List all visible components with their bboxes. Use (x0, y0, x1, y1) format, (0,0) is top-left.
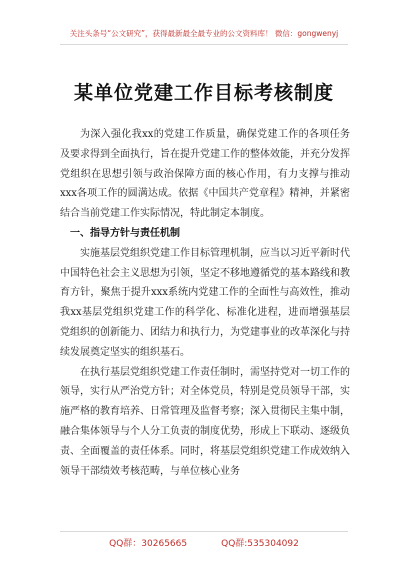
document-body (60, 125, 350, 481)
body-paragraph: 实施基层党组织党建工作目标管理机制，应当以习近平新时代中国特色社会主义思想为引领，坚定不移地遵循党的基本路线和教育方针，聚焦于提升xxx系统内党建工作的全面性与高效性，推动我xx基层党组织党建工作的科学化、标准化进程，进而增强基层党组织的创新能力、团结力和执行力，为党建事业的改革深化与持续发展奠定坚实的组织基石。 (60, 247, 350, 358)
header-notice: 关注头条号“公文研究”，获得最新最全最专业的公文资料库！ 微信：gongwenyj (69, 29, 339, 38)
body-paragraph: 在执行基层党组织党建工作责任制时，需坚持党对一切工作的领导，实行从严治党方针；对全体党员，特别是党员领导干部，实施严格的教育培养、日常管理及监督考察；深入贯彻民主集中制，融合集体领导与个人分工负责的制度优势，形成上下联动、逐级负责、全面覆盖的责任体系。同时，将基层党组织党建工作成效纳入领导干部绩效考核范畴，与单位核心业务 (60, 366, 350, 477)
qq-group-label: QQ群：30265665 (109, 539, 188, 549)
intro-paragraph: 为深入强化我xx的党建工作质量，确保党建工作的各项任务及要求得到全面执行，旨在提升党建工作的整体效能，并充分发挥党组织在思想引领与政治保障方面的核心作用，有力支撑与推动xxx各项工作的圆满达成。依据《中国共产党章程》精神，并紧密结合当前党建工作实际情况，特此制定本制度。 (60, 129, 350, 220)
qq-group-label: QQ群:535304092 (221, 539, 299, 549)
header-divider (60, 44, 348, 45)
page-footer (0, 536, 408, 554)
document-title: 某单位党建工作目标考核制度 (73, 82, 334, 104)
section-heading: 一、指导方针与责任机制 (70, 227, 180, 239)
page-header (0, 0, 408, 56)
footer-divider (60, 531, 348, 532)
